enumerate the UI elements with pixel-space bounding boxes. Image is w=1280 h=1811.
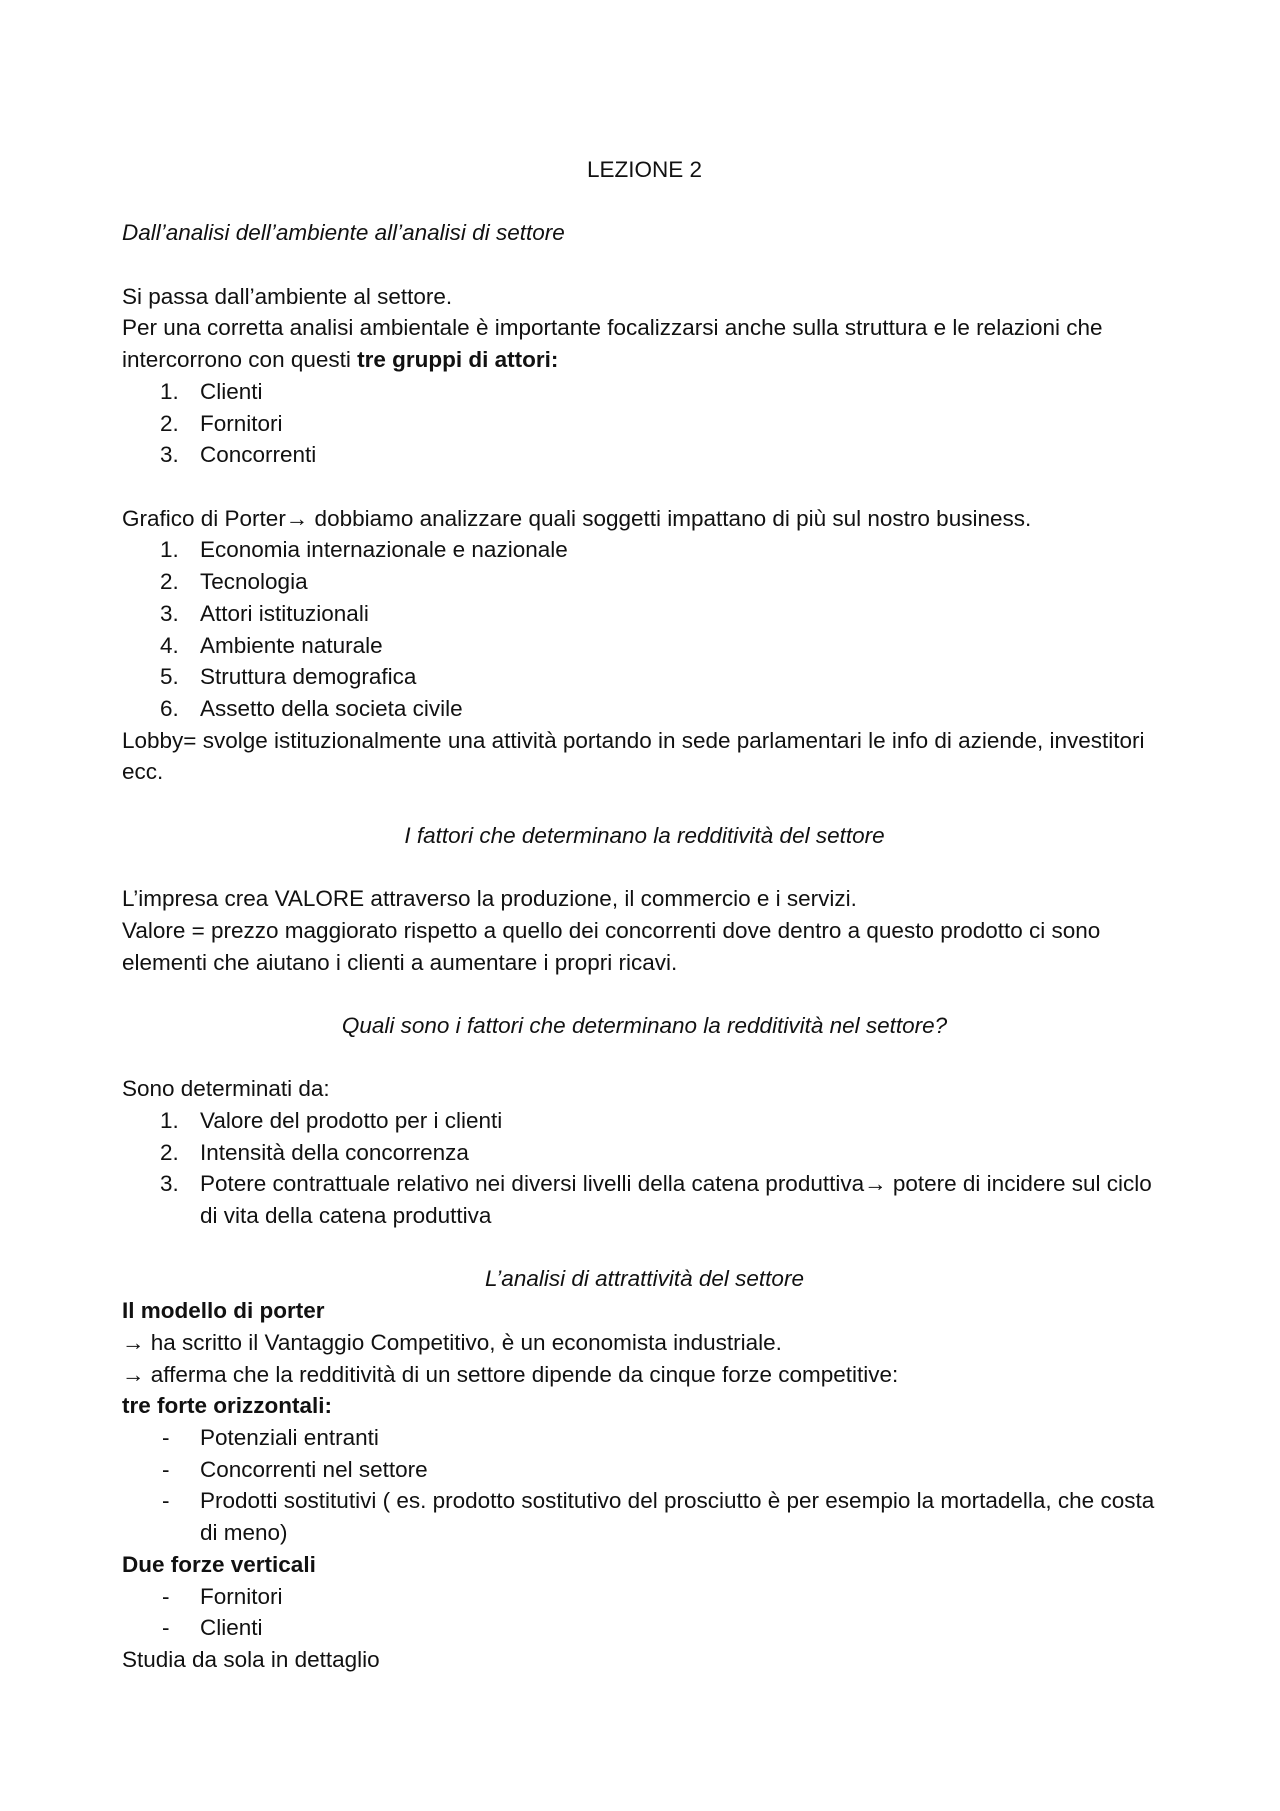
paragraph: Lobby= svolge istituzionalmente una attività portando in sede parlamentari le info di aziende, investitori ecc.: [122, 727, 1145, 785]
paragraph: Valore = prezzo maggiorato rispetto a quello dei concorrenti dove dentro a questo prodotto ci sono elementi che aiutano i clienti a aumentare i propri ricavi.: [122, 917, 1101, 975]
subheading-forze-verticali: Due forze verticali: [122, 1551, 316, 1577]
section-heading-attrattivita: L’analisi di attrattività del settore: [485, 1266, 804, 1292]
paragraph: Sono determinati da:: [122, 1076, 330, 1102]
list-number: 4.: [160, 632, 179, 658]
paragraph: Grafico di Porter→ dobbiamo analizzare quali soggetti impattano di più sul nostro business.: [122, 505, 1032, 531]
list-number: 3.: [160, 1171, 179, 1197]
list-item: 3. Concorrenti: [122, 439, 1167, 471]
list-item: 1. Clienti: [122, 376, 1167, 408]
paragraph: Studia da sola in dettaglio: [122, 1646, 380, 1672]
list-item: 2. Fornitori: [122, 408, 1167, 440]
list-item: 5. Struttura demografica: [122, 661, 1167, 693]
list-item: 1. Valore del prodotto per i clienti: [122, 1105, 1167, 1137]
list-item: 3. Attori istituzionali: [122, 598, 1167, 630]
list-item: 6. Assetto della societa civile: [122, 693, 1167, 725]
list-item: - Fornitori: [122, 1581, 1167, 1613]
dash-bullet: -: [162, 1456, 170, 1482]
paragraph: L’impresa crea VALORE attraverso la produzione, il commercio e i servizi.: [122, 886, 857, 912]
dash-bullet: -: [162, 1583, 170, 1609]
list-number: 3.: [160, 442, 179, 468]
dash-list-orizzontali: [122, 1422, 1167, 1549]
list-number: 1.: [160, 1107, 179, 1133]
list-item: 2. Intensità della concorrenza: [122, 1137, 1167, 1169]
numbered-list-fattori: [122, 1105, 1167, 1232]
numbered-list-porter: [122, 534, 1167, 724]
list-number: 1.: [160, 378, 179, 404]
paragraph: → ha scritto il Vantaggio Competitivo, è un economista industriale.: [122, 1329, 782, 1355]
section-heading-ambiente: Dall’analisi dell’ambiente all’analisi di settore: [122, 220, 565, 246]
section-heading-redditivita: I fattori che determinano la redditività del settore: [404, 822, 885, 848]
list-number: 6.: [160, 695, 179, 721]
list-item: 1. Economia internazionale e nazionale: [122, 534, 1167, 566]
list-number: 2.: [160, 410, 179, 436]
section-heading-fattori: Quali sono i fattori che determinano la redditività nel settore?: [341, 1012, 948, 1038]
dash-list-verticali: [122, 1581, 1167, 1644]
subheading-forze-orizzontali: tre forte orizzontali:: [122, 1393, 333, 1419]
dash-bullet: -: [162, 1615, 170, 1641]
page-title: LEZIONE 2: [586, 157, 703, 182]
list-item: - Concorrenti nel settore: [122, 1454, 1167, 1486]
paragraph: Si passa dall’ambiente al settore.: [122, 283, 453, 309]
list-number: 2.: [160, 1139, 179, 1165]
list-number: 1.: [160, 537, 179, 563]
list-item: 2. Tecnologia: [122, 566, 1167, 598]
list-number: 5.: [160, 664, 179, 690]
list-number: 3.: [160, 600, 179, 626]
numbered-list-attori: [122, 376, 1167, 471]
list-item: 4. Ambiente naturale: [122, 630, 1167, 662]
list-item: - Clienti: [122, 1612, 1167, 1644]
paragraph: Per una corretta analisi ambientale è importante focalizzarsi anche sulla struttura e le relazioni che intercorrono con questi tre gruppi di attori:: [122, 315, 1103, 373]
list-number: 2.: [160, 569, 179, 595]
list-item: 3. Potere contrattuale relativo nei diversi livelli della catena produttiva→ potere di incidere sul ciclo di vita della catena produttiva: [122, 1168, 1167, 1231]
dash-bullet: -: [162, 1488, 170, 1514]
dash-bullet: -: [162, 1425, 170, 1450]
list-item: - Prodotti sostitutivi ( es. prodotto sostitutivo del prosciutto è per esempio la mortadella, che costa di meno): [122, 1485, 1167, 1548]
document-content: [122, 154, 1167, 1676]
paragraph: → afferma che la redditività di un settore dipende da cinque forze competitive:: [122, 1361, 899, 1387]
list-item: - Potenziali entranti: [122, 1422, 1167, 1454]
subheading-modello-porter: Il modello di porter: [122, 1298, 325, 1324]
bold-text: tre gruppi di attori:: [357, 347, 559, 373]
